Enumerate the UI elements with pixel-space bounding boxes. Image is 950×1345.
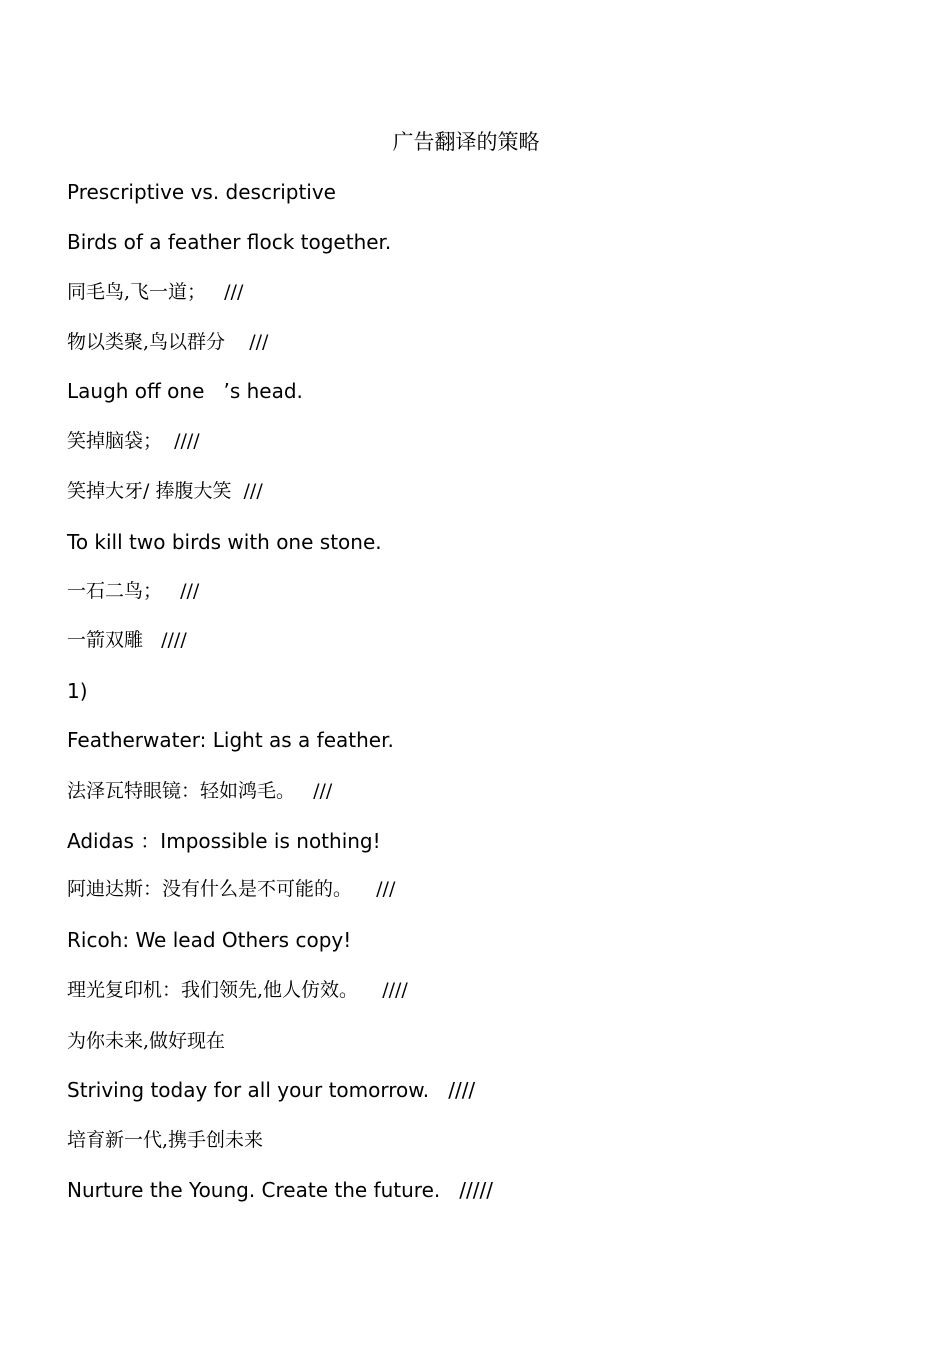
text-line: Featherwater: Light as a feather. <box>67 728 394 752</box>
text-line: 一箭双雕 //// <box>67 629 187 651</box>
text-line: Prescriptive vs. descriptive <box>67 180 336 204</box>
text-line: Ricoh: We lead Others copy! <box>67 928 352 952</box>
text-line: 培育新一代,携手创未来 <box>67 1129 264 1151</box>
text-line: 物以类聚,鸟以群分 /// <box>67 331 269 353</box>
text-line: Laugh off one ’s head. <box>67 379 303 403</box>
text-line: 笑掉大牙/ 捧腹大笑 /// <box>67 480 263 502</box>
text-line: Adidas ：Impossible is nothing! <box>67 829 381 853</box>
text-line: 一石二鸟； /// <box>67 580 200 602</box>
text-line: To kill two birds with one stone. <box>67 530 382 554</box>
text-line: 笑掉脑袋； //// <box>67 430 200 452</box>
text-line: 理光复印机：我们领先,他人仿效。 //// <box>67 979 408 1001</box>
text-line: 1) <box>67 679 88 703</box>
text-line: 为你未来,做好现在 <box>67 1030 226 1052</box>
text-line: Striving today for all your tomorrow. //// <box>67 1078 476 1102</box>
document-title: 广告翻译的策略 <box>392 130 540 154</box>
text-line: Birds of a feather flock together. <box>67 230 392 254</box>
text-line: 同毛鸟,飞一道； /// <box>67 281 244 303</box>
text-line: 法泽瓦特眼镜：轻如鸿毛。 /// <box>67 780 333 802</box>
text-line: 阿迪达斯：没有什么是不可能的。 /// <box>67 878 396 900</box>
text-line: Nurture the Young. Create the future. ///// <box>67 1178 493 1202</box>
